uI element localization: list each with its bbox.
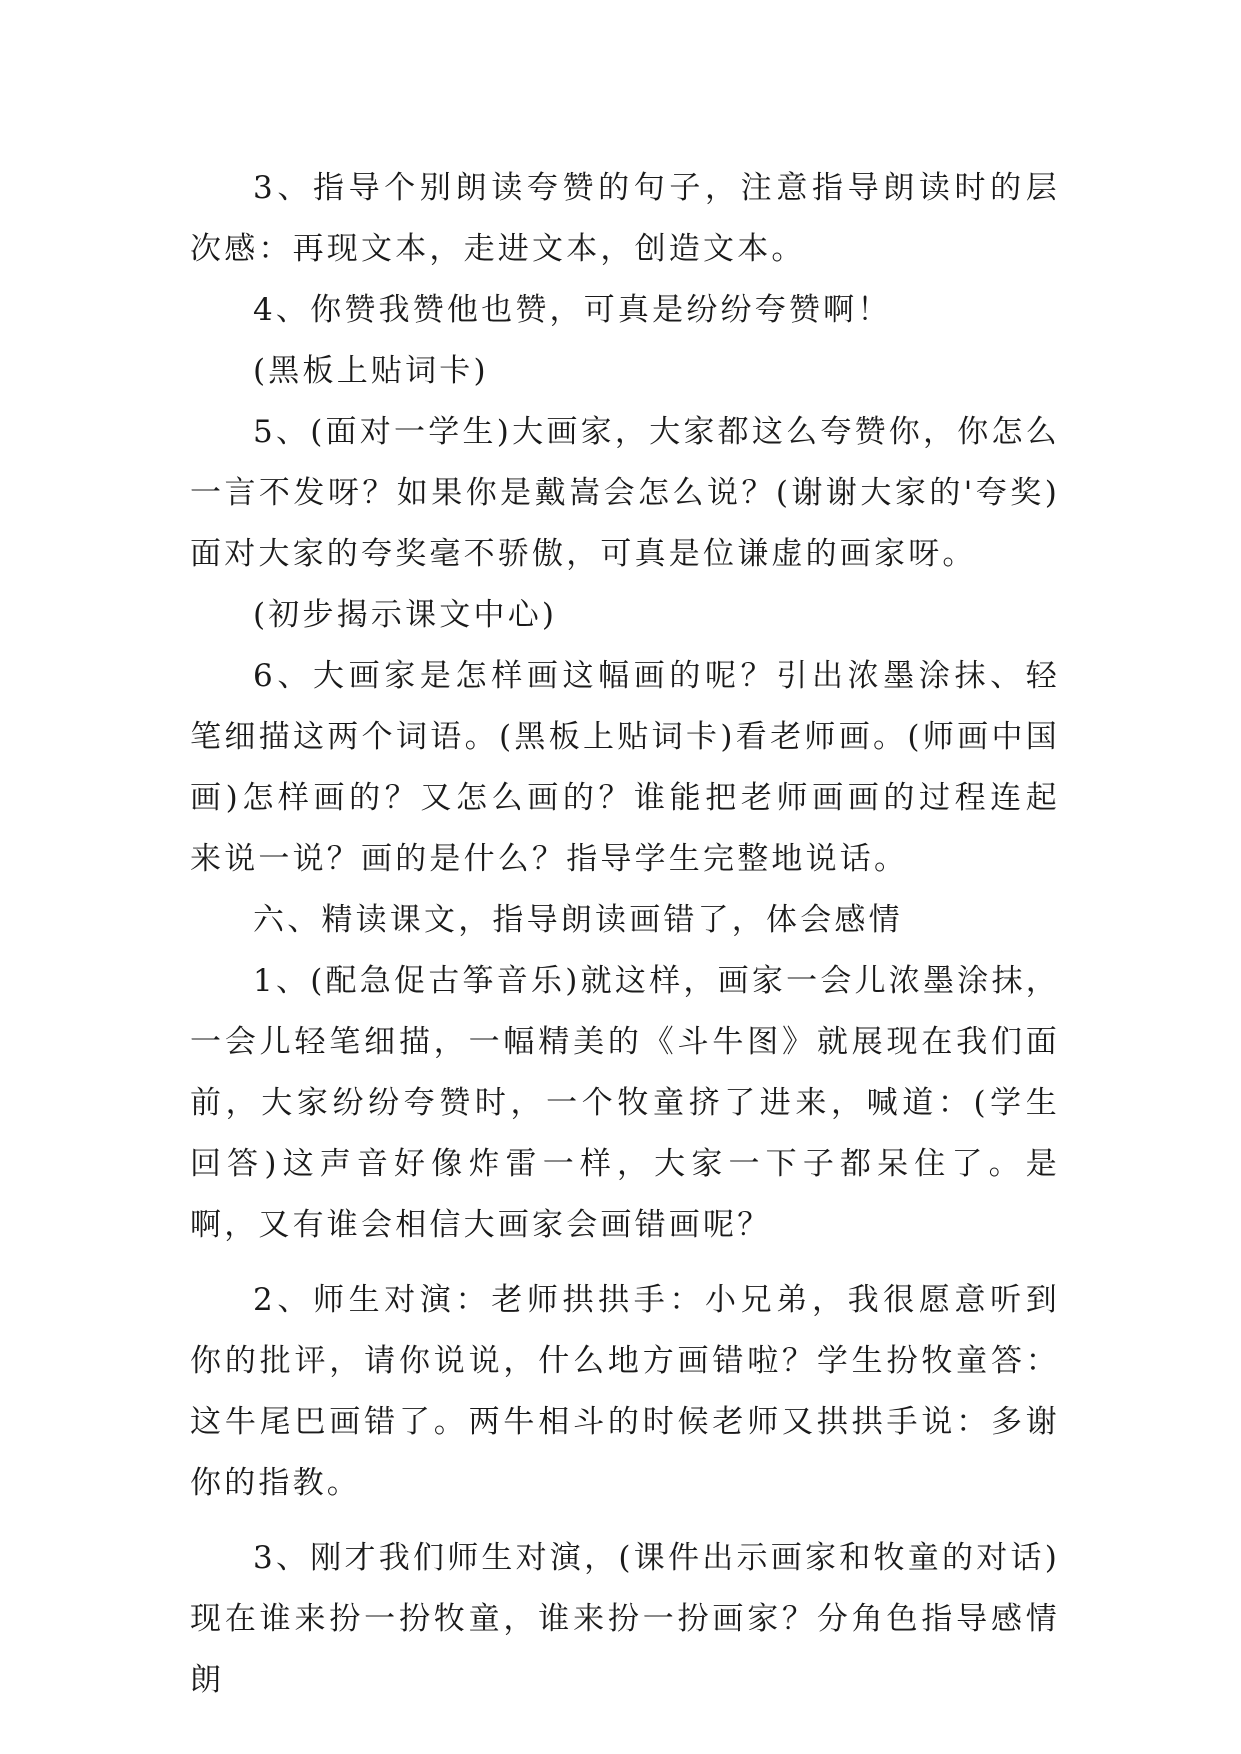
- paragraph-everyone-praises: 4、你赞我赞他也赞，可真是纷纷夸赞啊！: [253, 292, 892, 328]
- paragraph-guided-reading-praise: 3、指导个别朗读夸赞的句子，注意指导朗读时的层次感：再现文本，走进文本，创造文本。: [190, 170, 1060, 267]
- paragraph-lesson-center-note: (初步揭示课文中心): [253, 597, 558, 633]
- paragraph-painting-process: 6、大画家是怎样画这幅画的呢？引出浓墨涂抹、轻笔细描这两个词语。(黑板上贴词卡)看老师画。(师画中国画)怎样画的？又怎么画的？谁能把老师画画的过程连起来说一说？画的是什么？指导学生完整地说话。: [190, 658, 1060, 877]
- paragraph-role-play-reading: 3、刚才我们师生对演，(课件出示画家和牧童的对话)现在谁来扮一扮牧童，谁来扮一扮画家？分角色指导感情朗: [190, 1540, 1060, 1698]
- paragraph-blackboard-card-note-1: (黑板上贴词卡): [253, 353, 489, 389]
- section-heading-six: 六、精读课文，指导朗读画错了，体会感情: [253, 902, 903, 938]
- paragraph-teacher-student-act: 2、师生对演：老师拱拱手：小兄弟，我很愿意听到你的批评，请你说说，什么地方画错啦？学生扮牧童答：这牛尾巴画错了。两牛相斗的时候老师又拱拱手说：多谢你的指教。: [190, 1282, 1060, 1501]
- paragraph-modest-painter: 5、(面对一学生)大画家，大家都这么夸赞你，你怎么一言不发呀？如果你是戴嵩会怎么说？(谢谢大家的'夸奖)面对大家的夸奖毫不骄傲，可真是位谦虚的画家呀。: [190, 414, 1060, 572]
- document-body: [190, 158, 1060, 1711]
- paragraph-shepherd-boy-enters: 1、(配急促古筝音乐)就这样，画家一会儿浓墨涂抹，一会儿轻笔细描，一幅精美的《斗牛图》就展现在我们面前，大家纷纷夸赞时，一个牧童挤了进来，喊道：(学生回答)这声音好像炸雷一样，大家一下子都呆住了。是啊，又有谁会相信大画家会画错画呢？: [190, 963, 1060, 1243]
